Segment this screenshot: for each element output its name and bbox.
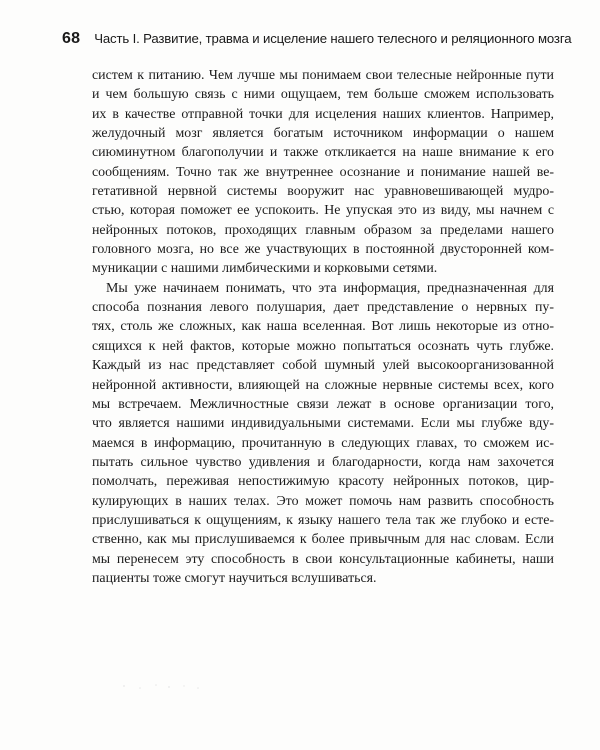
text-line: сиюминутном благополучии и также откликается на наше внимание к его bbox=[92, 145, 554, 161]
text-line: что является нашими индивидуальными системами. Если мы глубже вду- bbox=[92, 416, 554, 432]
text-line: муникации с нашими лимбическими и корковыми сетями. bbox=[92, 261, 438, 277]
text-line: тях, столь же сложных, как наша вселенная. Вот лишь некоторые из отно- bbox=[92, 319, 554, 335]
text-line: сящихся к ней фактов, которые можно попытаться осознать чуть глубже. bbox=[92, 338, 554, 354]
text-line: нейронных потоков, проходящих главным образом за пределами нашего bbox=[92, 222, 554, 238]
paragraph-2 bbox=[92, 279, 554, 589]
text-line: головного мозга, но все же участвующих в постоянной двусторонней ком- bbox=[92, 242, 554, 258]
text-line: Мы уже начинаем понимать, что эта информация, предназначенная для bbox=[106, 280, 554, 296]
scan-specks bbox=[118, 676, 208, 696]
text-line: пытать сильное чувство удивления и благодарности, когда нам захочется bbox=[92, 454, 554, 470]
running-head bbox=[62, 30, 572, 52]
text-line: пациенты тоже смогут научиться вслушиваться. bbox=[92, 570, 377, 586]
running-title: Часть I. Развитие, травма и исцеление нашего телесного и реляционного мозга bbox=[94, 31, 572, 46]
text-line: маемся в информацию, прочитанную в следующих главах, то сможем ис- bbox=[92, 435, 554, 451]
text-line: способа познания левого полушария, дает представление о нервных пу- bbox=[92, 300, 554, 316]
text-line: нейронной активности, влияющей на сложные нервные системы всех, кого bbox=[92, 377, 554, 393]
text-line: помолчать, переживая непостижимую красоту нейронных потоков, цир- bbox=[92, 474, 554, 490]
text-line: систем к питанию. Чем лучше мы понимаем свои телесные нейронные пути bbox=[92, 68, 554, 83]
text-line: мы перенесем эту способность в свои консультационные кабинеты, наши bbox=[92, 551, 554, 567]
text-line: кулирующих в наших телах. Это может помочь нам развить способность bbox=[92, 493, 554, 509]
text-line: и чем большую связь с ними ощущаем, тем больше сможем использовать bbox=[92, 87, 554, 103]
text-line: желудочный мозг является богатым источником информации о нашем bbox=[92, 126, 554, 142]
body-text bbox=[92, 66, 554, 588]
paragraph-1 bbox=[92, 66, 554, 279]
text-line: мы встречаем. Межличностные связи лежат в основе организации того, bbox=[92, 396, 554, 412]
text-line: сообщениям. Точно так же внутреннее осознание и понимание нашей ве- bbox=[92, 164, 554, 180]
text-line: Каждый из нас представляет собой шумный улей высокоорганизованной bbox=[92, 358, 554, 374]
text-line: стью, которая поможет ее успокоить. Не упуская это из виду, мы начнем с bbox=[92, 203, 554, 219]
text-line: ственно, как мы прислушиваемся к более привычным для нас словам. Если bbox=[92, 532, 554, 548]
text-line: прислушиваться к ощущениям, к языку нашего тела так же глубоко и есте- bbox=[92, 512, 554, 528]
text-line: их в качестве отправной точки для исцеления наших клиентов. Например, bbox=[92, 106, 554, 122]
page-number: 68 bbox=[62, 30, 81, 47]
text-line: гетативной нервной системы вооружит нас уравновешивающей мудро- bbox=[92, 184, 554, 200]
